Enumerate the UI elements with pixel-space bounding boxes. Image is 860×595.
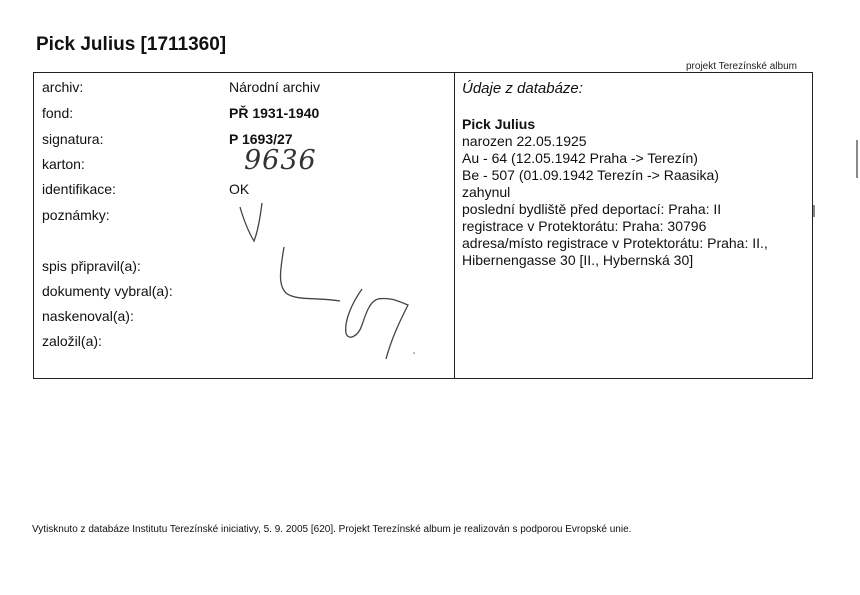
scan-edge-mark [813, 205, 815, 217]
field-label-identifikace: identifikace: [42, 181, 116, 197]
field-label-dokumenty-vybral: dokumenty vybral(a): [42, 283, 173, 299]
field-label-spis-pripravil: spis připravil(a): [42, 258, 141, 274]
database-line: Hibernengasse 30 [II., Hybernská 30] [462, 252, 694, 268]
footer-note: Vytisknuto z databáze Institutu Terezínské iniciativy, 5. 9. 2005 [620]. Projekt Terezínské album je realizován s podporou Evropské unie. [32, 524, 632, 535]
database-line: narozen 22.05.1925 [462, 133, 587, 149]
field-value-archiv: Národní archiv [229, 79, 321, 95]
field-label-naskenoval: naskenoval(a): [42, 308, 134, 324]
field-label-archiv: archiv: [42, 79, 84, 95]
field-label-signatura: signatura: [42, 131, 104, 147]
field-value-signatura: P 1693/27 [229, 131, 293, 147]
database-line: poslední bydliště před deportací: Praha: II [462, 201, 722, 217]
page-title: Pick Julius [1711360] [36, 34, 227, 55]
database-line: Be - 507 (01.09.1942 Terezín -> Raasika) [462, 167, 719, 183]
field-value-identifikace: OK [229, 181, 250, 197]
scan-edge-mark [856, 140, 858, 178]
handwritten-karton-number: 9636 [244, 145, 317, 176]
database-line: Au - 64 (12.05.1942 Praha -> Terezín) [462, 150, 698, 166]
database-line: zahynul [462, 184, 511, 200]
field-value-fond: PŘ 1931-1940 [229, 105, 320, 121]
field-label-karton: karton: [42, 156, 85, 172]
database-line: registrace v Protektorátu: Praha: 30796 [462, 218, 707, 234]
database-line: adresa/místo registrace v Protektorátu: Praha: II., [462, 235, 768, 251]
handwritten-signature [274, 241, 434, 371]
field-label-poznamky: poznámky: [42, 207, 110, 223]
project-tag: projekt Terezínské album [686, 61, 797, 72]
record-card [33, 72, 813, 379]
field-label-fond: fond: [42, 105, 74, 121]
database-heading: Údaje z databáze: [462, 80, 583, 97]
field-label-zalozil: založil(a): [42, 333, 102, 349]
handwritten-check-mark [234, 201, 274, 246]
column-divider [454, 73, 455, 378]
database-person-name: Pick Julius [462, 116, 536, 132]
